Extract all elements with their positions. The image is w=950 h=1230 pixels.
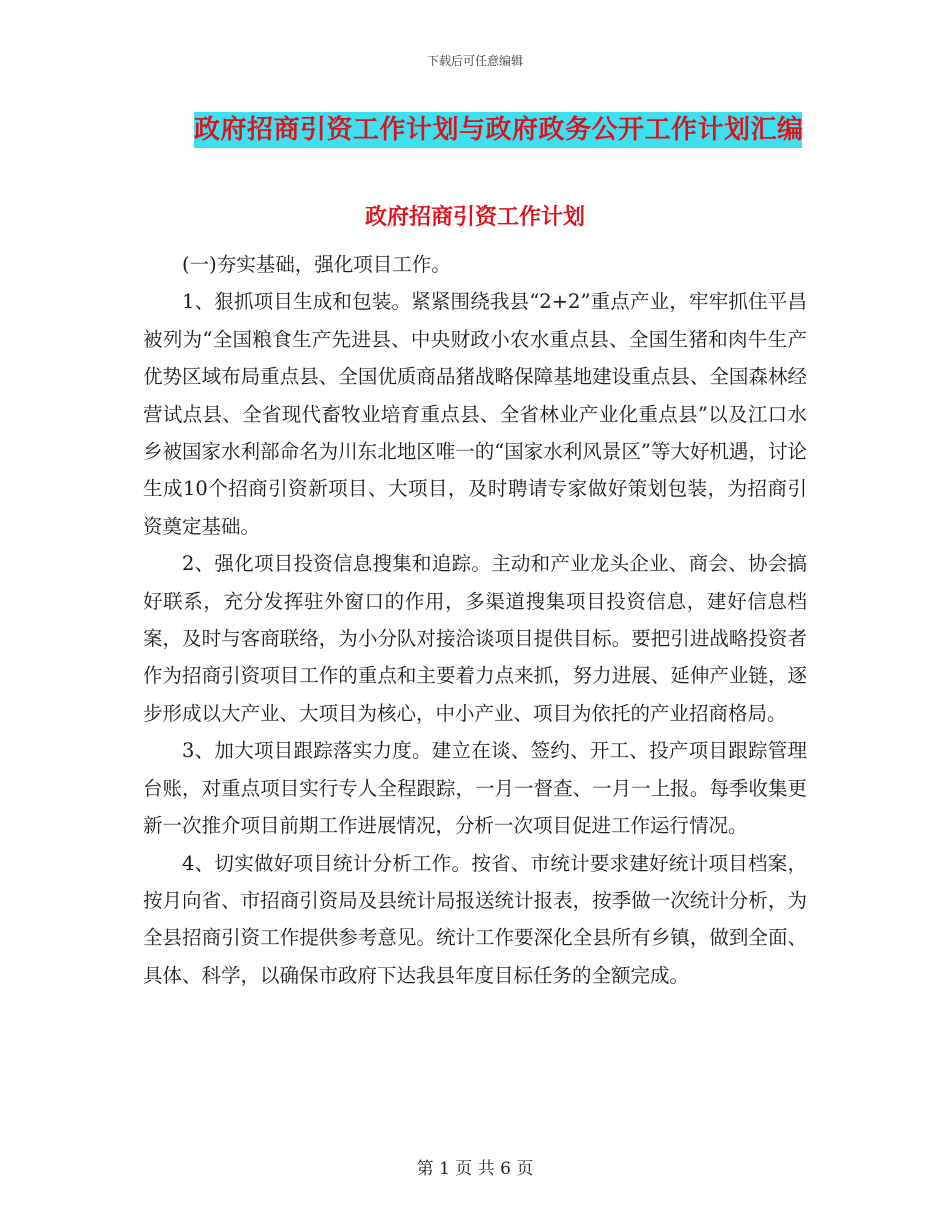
document-title: 政府招商引资工作计划与政府政务公开工作计划汇编: [194, 115, 804, 145]
paragraph: 3、加大项目跟踪落实力度。建立在谈、签约、开工、投产项目跟踪管理台账，对重点项目实行专人全程跟踪，一月一督查、一月一上报。每季收集更新一次推介项目前期工作进展情况，分析一次项目促进工作运行情况。: [143, 739, 807, 838]
section-title: 政府招商引资工作计划: [364, 204, 585, 230]
paragraph: 1、狠抓项目生成和包装。紧紧围绕我县“2+2”重点产业，牢牢抓住平昌被列为“全国粮食生产先进县、中央财政小农水重点县、全国生猪和肉牛生产优势区域布局重点县、全国优质商品猪战略保障基地建设重点县、全国森林经营试点县、全省现代畜牧业培育重点县、全省林业产业化重点县”以及江口水乡被国家水利部命名为川东北地区唯一的“国家水利风景区”等大好机遇，讨论生成10个招商引资新项目、大项目，及时聘请专家做好策划包装，为招商引资奠定基础。: [143, 290, 807, 538]
document-body: [143, 246, 807, 994]
paragraph-heading: (一)夯实基础，强化项目工作。: [182, 253, 451, 276]
header-note: 下载后可任意编辑: [426, 54, 523, 68]
paragraph: 4、切实做好项目统计分析工作。按省、市统计要求建好统计项目档案，按月向省、市招商引资局及县统计局报送统计报表，按季做一次统计分析，为全县招商引资工作提供参考意见。统计工作要深化全县所有乡镇，做到全面、具体、科学，以确保市政府下达我县年度目标任务的全额完成。: [143, 851, 807, 987]
paragraph: 2、强化项目投资信息搜集和追踪。主动和产业龙头企业、商会、协会搞好联系，充分发挥驻外窗口的作用，多渠道搜集项目投资信息，建好信息档案，及时与客商联络，为小分队对接洽谈项目提供目标。要把引进战略投资者作为招商引资项目工作的重点和主要着力点来抓，努力进展、延伸产业链，逐步形成以大产业、大项目为核心，中小产业、项目为依托的产业招商格局。: [143, 552, 807, 725]
page-number: 第 1 页 共 6 页: [416, 1159, 534, 1179]
